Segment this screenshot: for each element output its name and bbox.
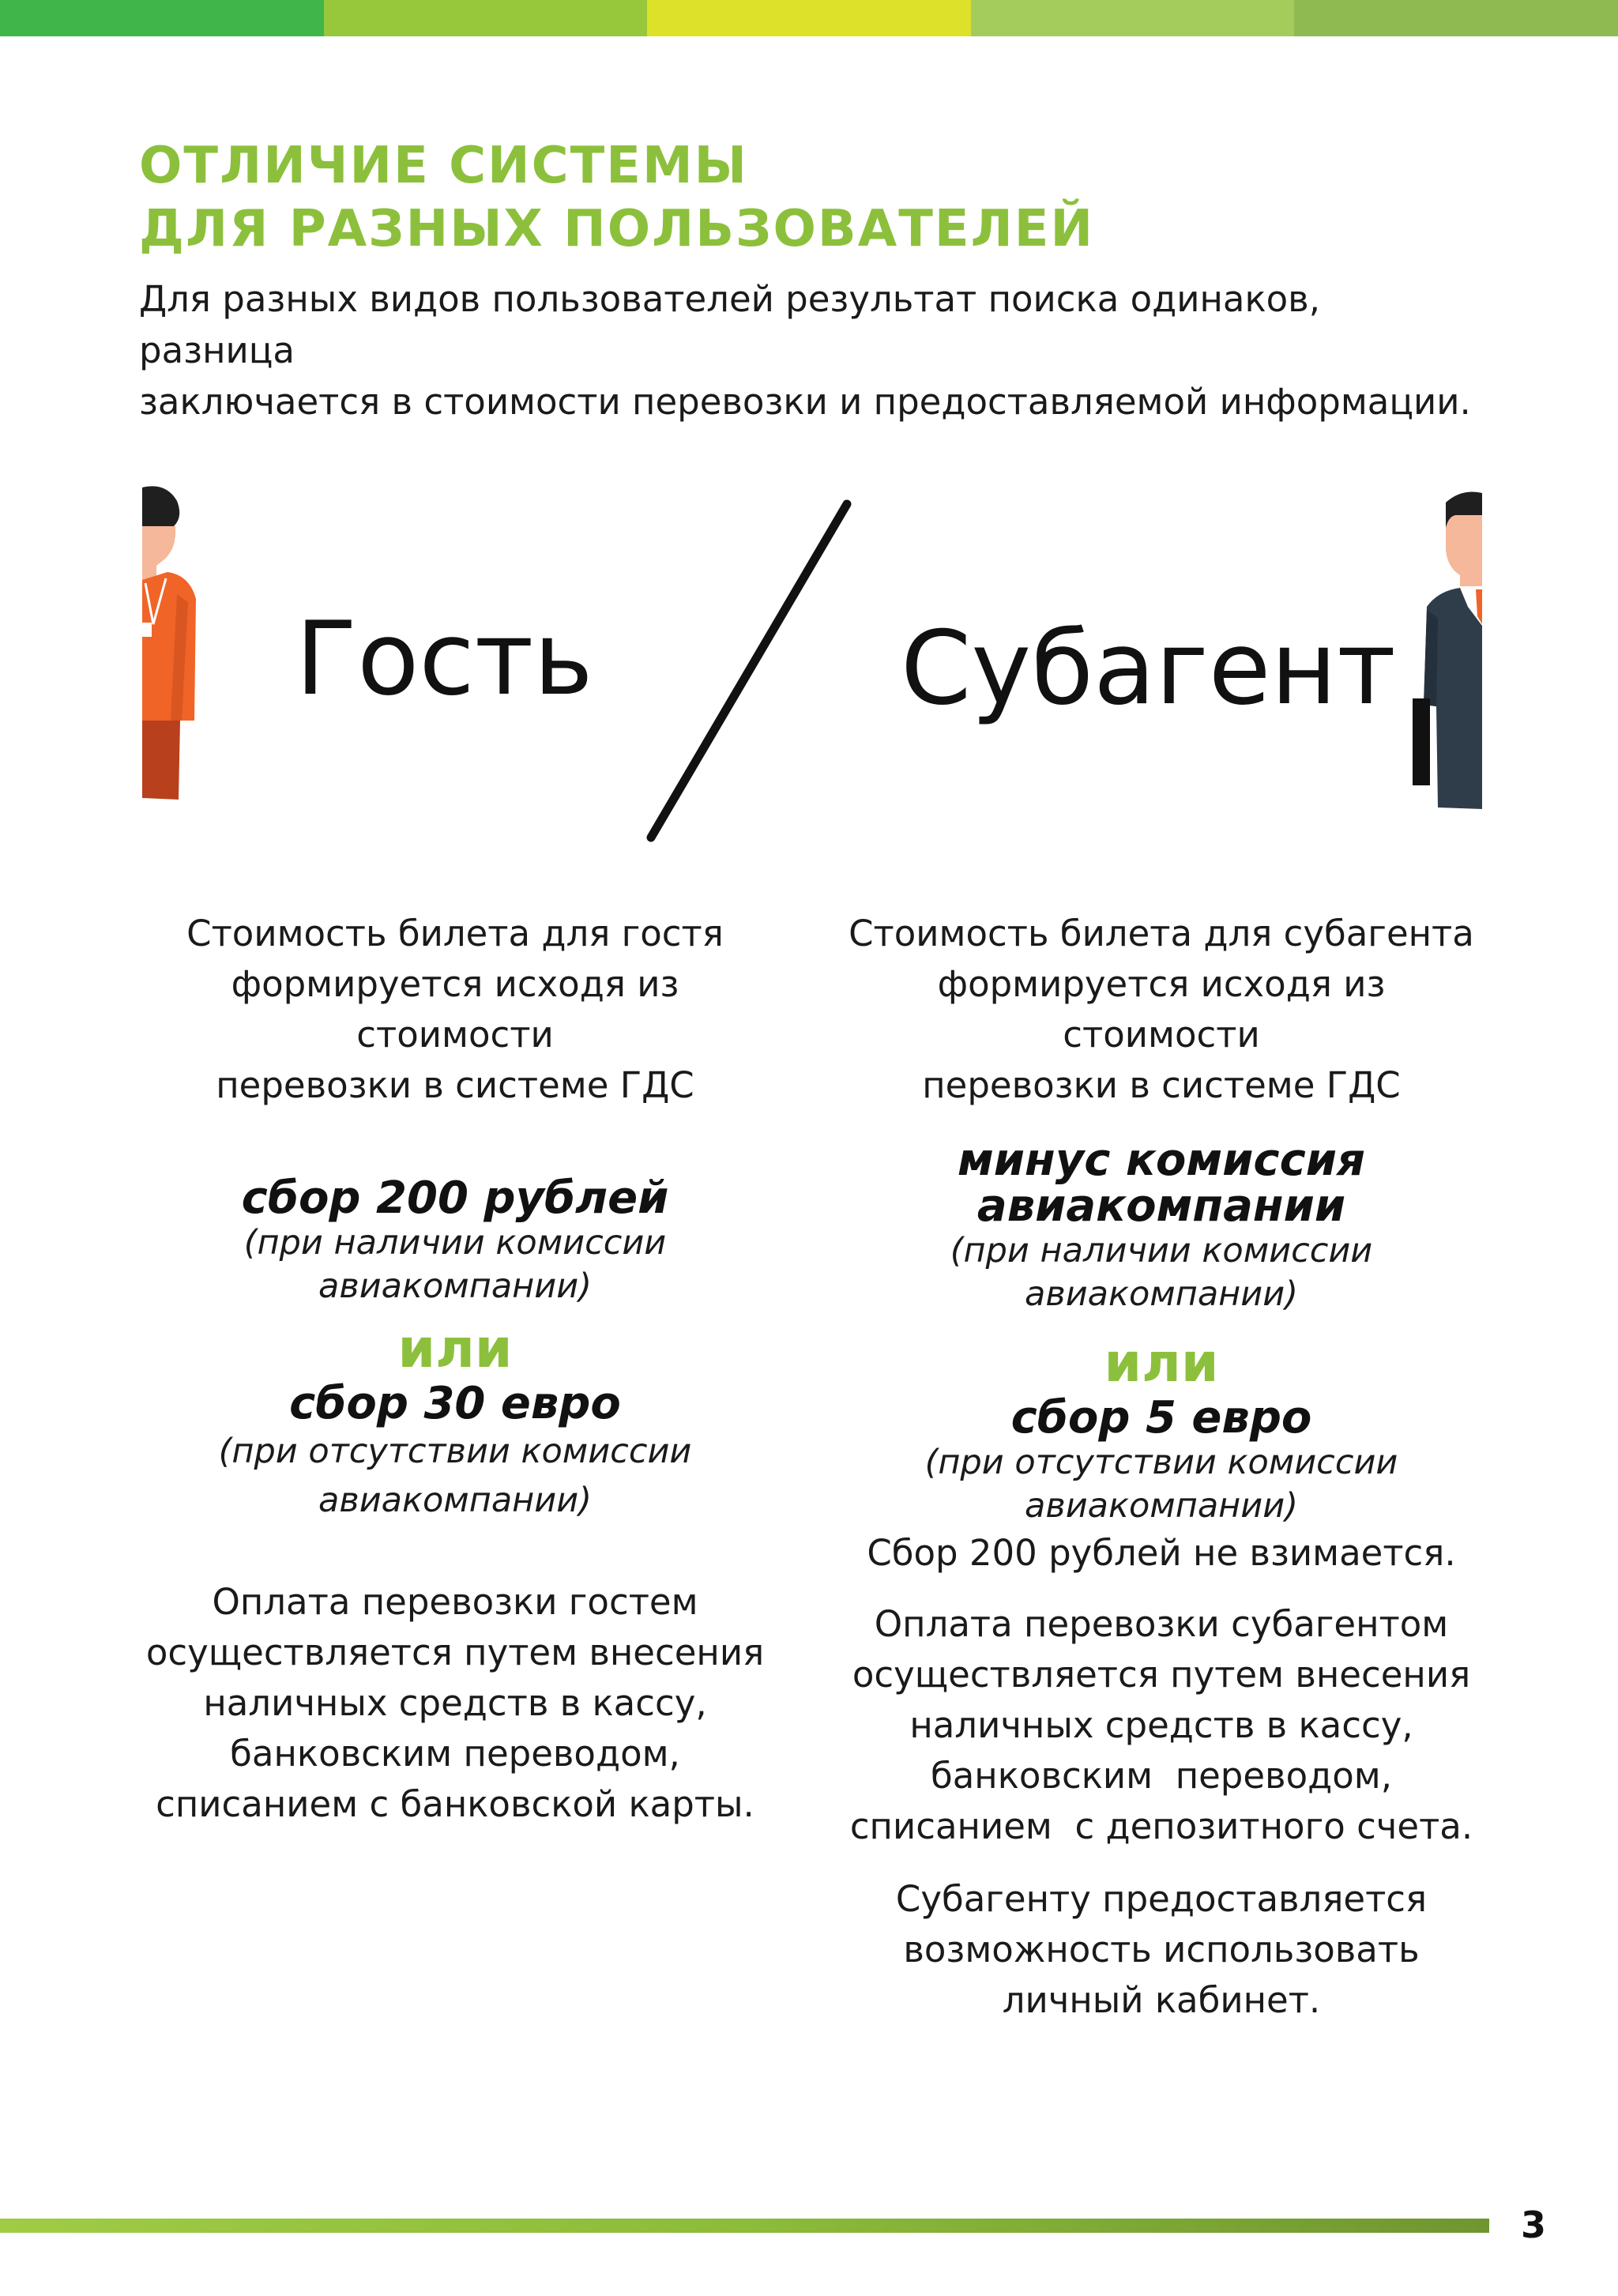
intro-line-1: Для разных видов пользователей результат поиска одинаков, разница <box>139 278 1320 371</box>
guest-shirt <box>142 572 196 721</box>
stripe-segment-5 <box>1294 0 1618 36</box>
guest-fee1-note-1: (при наличии комиссии <box>243 1223 667 1263</box>
guest-hair <box>142 486 179 526</box>
guest-fee-200-rub: сбор 200 рублей <box>241 1172 669 1224</box>
guest-price-line-3: перевозки в системе ГДС <box>216 1064 694 1106</box>
page-number: 3 <box>1521 2204 1547 2246</box>
guest-payment-line-1: Оплата перевозки гостем <box>212 1581 698 1623</box>
intro-paragraph <box>139 273 1482 427</box>
person-guest-icon <box>142 484 221 807</box>
guest-badge <box>141 623 152 637</box>
subagent-fee1-note-1: (при наличии комиссии <box>950 1231 1373 1270</box>
subagent-fee-5-eur: сбор 5 евро <box>1010 1392 1312 1443</box>
title-line-1: ОТЛИЧИЕ СИСТЕМЫ <box>139 137 748 195</box>
guest-price-line-2: формируется исходя из стоимости <box>231 963 679 1056</box>
subagent-payment-line-5: списанием с депозитного счета. <box>849 1805 1473 1847</box>
subagent-price-line-3: перевозки в системе ГДС <box>922 1064 1401 1106</box>
guest-price-line-1: Стоимость билета для гостя <box>186 913 724 954</box>
subagent-fee-line-2: авиакомпании <box>976 1180 1346 1232</box>
subagent-payment-line-2: осуществляется путем внесения <box>852 1654 1471 1696</box>
subagent-cabinet-line-3: личный кабинет. <box>1002 1979 1321 2021</box>
person-businessman-icon <box>1422 491 1492 815</box>
businessman-arm <box>1424 610 1438 706</box>
subagent-fee1-note-2: авиакомпании) <box>1025 1274 1298 1314</box>
guest-face <box>142 526 175 580</box>
guest-pants <box>142 721 180 800</box>
subagent-cabinet-line-1: Субагенту предоставляется <box>895 1878 1428 1920</box>
top-color-stripe <box>0 0 1618 36</box>
businessman-face <box>1446 515 1482 586</box>
subagent-payment-line-1: Оплата перевозки субагентом <box>874 1603 1449 1645</box>
subagent-or: или <box>1104 1332 1219 1395</box>
intro-line-2: заключается в стоимости перевозки и предоставляемой информации. <box>139 381 1471 423</box>
guest-or: или <box>397 1318 513 1380</box>
subagent-fee2-note-2: авиакомпании) <box>1025 1486 1298 1526</box>
subagent-price-line-1: Стоимость билета для субагента <box>849 913 1474 954</box>
subagent-label: Субагент <box>901 610 1396 728</box>
subagent-column <box>845 909 1477 2026</box>
stripe-segment-4 <box>971 0 1295 36</box>
title-line-2: ДЛЯ РАЗНЫХ ПОЛЬЗОВАТЕЛЕЙ <box>139 200 1095 258</box>
guest-payment-line-2: осуществляется путем внесения <box>145 1632 765 1673</box>
subagent-cabinet-line-2: возможность использовать <box>903 1929 1420 1970</box>
subagent-fee2-note-1: (при отсутствии комиссии <box>924 1443 1398 1482</box>
guest-fee-30-eur: сбор 30 евро <box>289 1378 621 1429</box>
guest-fee2-note-2: авиакомпании) <box>318 1481 592 1520</box>
page-title <box>139 134 1094 261</box>
guest-payment-line-3: наличных средств в кассу, <box>203 1682 707 1724</box>
guest-payment-line-4: банковским переводом, <box>230 1733 680 1775</box>
stripe-segment-2 <box>324 0 648 36</box>
subagent-payment-line-3: наличных средств в кассу, <box>909 1704 1413 1746</box>
subagent-price-line-2: формируется исходя из стоимости <box>937 963 1386 1056</box>
subagent-no-fee-note: Сбор 200 рублей не взимается. <box>867 1532 1456 1574</box>
guest-column <box>139 909 771 1830</box>
stripe-segment-3 <box>647 0 971 36</box>
subagent-payment-line-4: банковским переводом, <box>930 1755 1392 1797</box>
stripe-segment-1 <box>0 0 324 36</box>
guest-payment-line-5: списанием с банковской карты. <box>156 1783 754 1825</box>
footer-line <box>0 2219 1489 2233</box>
subagent-fee-line-1: минус комиссия <box>958 1135 1365 1186</box>
guest-fee1-note-2: авиакомпании) <box>318 1267 592 1306</box>
briefcase-icon <box>1413 698 1430 785</box>
slash-divider <box>640 498 861 845</box>
guest-label: Гость <box>295 600 593 718</box>
guest-fee2-note-1: (при отсутствии комиссии <box>218 1432 692 1471</box>
